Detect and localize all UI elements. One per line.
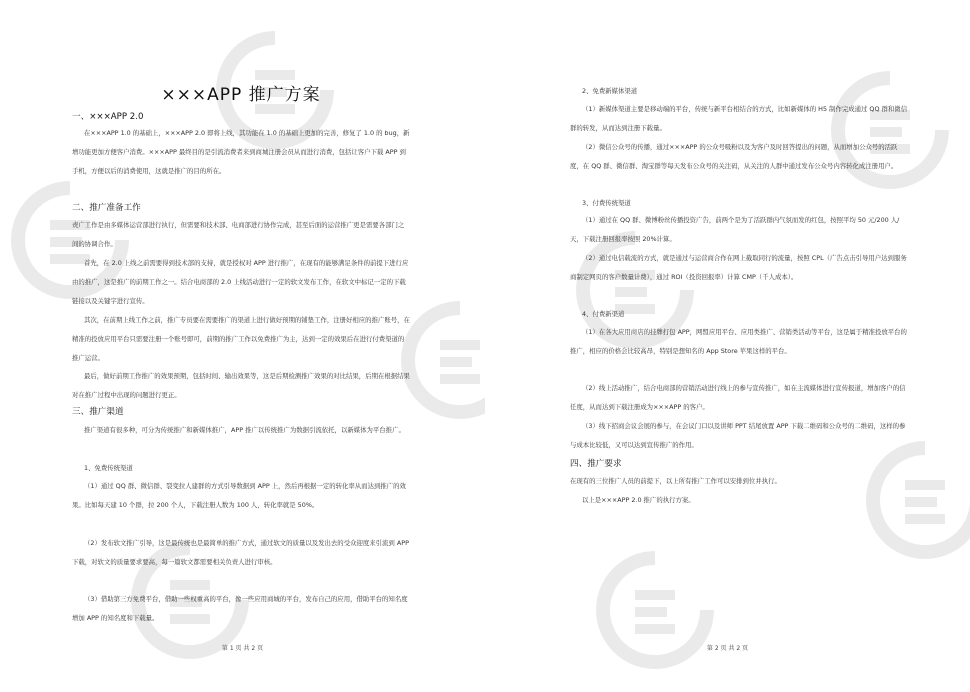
- paragraph: 在现有的三位推广人员的前提下，以上所有推广工作可以安排到位并执行。: [570, 477, 781, 485]
- subsection-heading: 4、付费新渠道: [582, 310, 625, 318]
- subsection-heading: 2、免费新媒体渠道: [582, 87, 638, 95]
- paragraph: 最后，做好前期工作推广的效果预期，包括时间、输出效果等，这是后期检测推广效果的对比结果，后期在根据结果对在推广过程中出现的问题进行更正。: [72, 372, 410, 399]
- page-footer: 第 2 页 共 2 页: [706, 645, 749, 652]
- paragraph: 其次，在前期上线工作之前，推广专员要在需要推广的渠道上进行做好预期的铺垫工作，注册好相应的推广账号，在精准的投放应用平台只需要注册一个账号即可，前期的推广工作以免费推广为主，达到一定的效果后在进行付费渠道的推广运营。: [72, 316, 410, 362]
- watermark-logo: [595, 550, 715, 670]
- section-heading: 一、×××APP 2.0: [72, 112, 144, 122]
- section-heading: 四、推广要求: [570, 459, 622, 469]
- paragraph: （1）通过 QQ 群、微信群、裂变拉人建群的方式引导数据到 APP 上，然后再根据一定的转化率从而达到推广的效果。比如每天建 10 个群，拉 200 个人，下载注册人数为 100 人，转化率就是 50%。: [72, 482, 406, 509]
- paragraph: 以上是×××APP 2.0 推广的执行方案。: [582, 496, 695, 504]
- paragraph: 责广工作是由多媒体运营部进行执行，但需要和技术部、电商部进行协作完成，甚至后面的运营推广更是需要各部门之间的协调合作。: [72, 221, 405, 248]
- subsection-heading: 1、免费传统渠道: [84, 464, 133, 472]
- page-footer: 第 1 页 共 2 页: [221, 645, 264, 652]
- paragraph: （1）在各大应用商店的挂牌打包 APP，网盟应用平台、应用类推广、营销类活动等平台，这是属于精准投放平台的推广，相应的价格会比较高昂，特别是想知名的 App Store 苹果这样的平台。: [570, 328, 907, 355]
- paragraph: （2）通过电信载流的方式，就是通过与运营商合作在网上截取同行的流量，按照 CPL（广告点击引导用户达到服务商制定网页的客户数量计费），通过 ROI（投资回报率）计算 CMP（千人成本）。: [570, 254, 907, 281]
- subsection-heading: 3、付费传统渠道: [582, 199, 631, 207]
- paragraph: （3）线下招商会议会展的参与，在会议门口以及讲师 PPT 结尾放置 APP 下载二维码和公众号的二维码，这样的参与成本比较低，又可以达到宣传推广的作用。: [570, 422, 906, 449]
- paragraph: （2）发布软文推广引导，这是最传统也是最简单的推广方式，通过软文的质量以及发出去的受众迎度来引流到 APP 下载，对软文的质量要求要高，每一篇软文都需要相关负责人进行审核。: [72, 539, 409, 566]
- watermark-logo: [400, 300, 485, 420]
- paragraph: （1）通过在 QQ 群、微博粉丝传播投资广告，前两个是为了活跃群内气氛而发的红包，按照平均 50 元/200 人/天，下载注册回报率按照 20%计算。: [570, 216, 900, 243]
- paragraph: （2）线上活动推广，结合电商部的营销活动进行线上的参与宣传推广，如在主流媒体进行宣传报道，增加客户的信任度，从而达到下载注册成为×××APP 的客户。: [570, 384, 906, 411]
- section-heading: 三、推广渠道: [72, 407, 124, 417]
- paragraph: 推广渠道有很多种，可分为传统推广和新媒体推广，APP 推广以传统推广为数据引流依托，以新媒体为平台推广。: [84, 426, 405, 434]
- paragraph: （1）新媒体渠道主要是移动端的平台，传统与新平台相结合的方式，比如新媒体的 H5 制作完成通过 QQ 群和微信群的转发，从而达到注册下载量。: [570, 105, 908, 132]
- document-title: ×××APP 推广方案: [161, 85, 321, 105]
- paragraph: 在×××APP 1.0 的基础上，×××APP 2.0 即将上线，其功能在 1.0 的基础上更加的完善，修复了 1.0 的 bug，新增功能更加方便客户消费。×××APP 最终目的是引流消费者来到商城注册会员从而进行消费，包括让客户下载 APP 到手机，方便以后的消费使用，这就是推广的目的所在。: [72, 129, 410, 175]
- paragraph: （2）微信公众号的传播，通过×××APP 的公众号吸粉以及为客户及时回答提出的问题，从而增加公众号的活跃度，在 QQ 群、微信群、淘宝群等每天发布公众号的关注码，从关注的人群中通过发布公众号内容转化成注册用户。: [570, 143, 898, 170]
- document-page-2: [485, 0, 970, 692]
- paragraph: （3）借助第三方免费平台，借助一些权重高的平台，像一些应用商城的平台，发布自己的应用，借助平台的知名度增加 APP 的知名度和下载量。: [72, 595, 408, 622]
- paragraph: 首先，在 2.0 上线之前需要得到技术部的支持，就是授权对 APP 进行推广，在现有的能够满足条件的前提下进行应由的推广，这是推广的前期工作之一。结合电商部的 2.0 上线活动进行一定的软文发布工作，在软文中标记一定的下载链接以及关键字进行宣传。: [72, 259, 409, 305]
- section-heading: 二、推广准备工作: [72, 203, 141, 213]
